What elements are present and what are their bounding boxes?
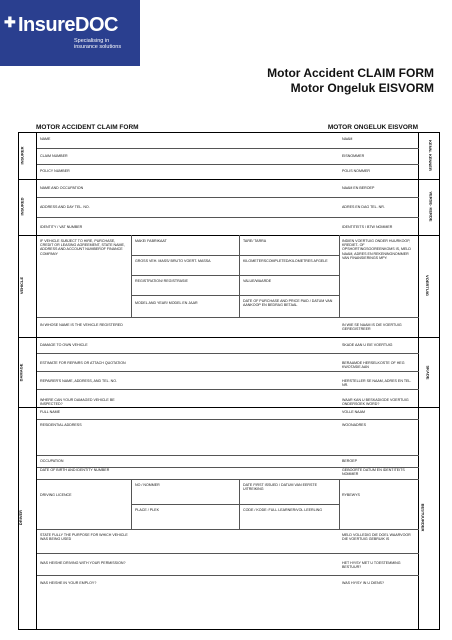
section-insurer: INSURER	[19, 133, 37, 180]
cross-icon: ✚	[4, 14, 16, 30]
claim-form	[18, 124, 440, 629]
make-field[interactable]: MAKE/ FABRIKAAT	[135, 239, 167, 243]
section-driver: DRIVER	[19, 407, 37, 629]
section-kenn: KENN- KENNER	[418, 133, 439, 180]
row-date-of-birth[interactable]: DATE OF BIRTH AND IDENTITY NUMBER GEBOORTE DATUM EN IDENTITEITS NOMMER	[37, 467, 419, 480]
row-occupation[interactable]: OCCUPATION BEROEP	[37, 455, 419, 468]
row-residential-address[interactable]: RESIDENTIAL ADDRESS WOONADRES	[37, 419, 419, 456]
licence-place-field[interactable]: PLACE / PLEK	[135, 508, 159, 512]
row-full-name[interactable]: FULL NAME VOLLE NAAM	[37, 407, 419, 420]
row-repairer[interactable]: REPAIRER'S NAME, ADDRESS, AND TEL. NO. HERSTELLER SE NAAM, ADRES EN TEL. NR.	[37, 371, 419, 390]
gross-mass-field[interactable]: GROSS VEH. MASS/ BRUTO VOERT. MASSA	[135, 259, 211, 263]
row-estimate[interactable]: ESTIMATE FOR REPAIRS OR ATTACH QUOTATION BERAAMDE HERSELKOSTE OF HEG KWOTASIE AAN	[37, 353, 419, 372]
section-verseker: VERSE- KERDE	[418, 179, 439, 236]
row-address[interactable]: ADDRESS AND DAY TEL. NO. ADRES EN DAG TEL. NR.	[37, 197, 419, 218]
row-permission[interactable]: WAS HE/SHE DRIVING WITH YOUR PERMISSION? HET HY/SY MET U TOESTEMMING BESTUUR?	[37, 553, 419, 576]
value-field[interactable]: VALUE/WAARDE	[243, 279, 272, 283]
row-name[interactable]: NAME NAAM	[37, 133, 419, 149]
insuredoc-logo	[0, 0, 140, 66]
section-vehicle: VEHICLE	[19, 235, 37, 338]
row-registered-owner[interactable]: IN WHOSE NAME IS THE VEHICLE REGISTERED IN WIE SE NAAM IS DIE VOERTUIG GEREGISTREER	[37, 317, 419, 338]
row-policy-number[interactable]: POLICY NUMBER POLIS NOMMER	[37, 164, 419, 180]
row-claim-number[interactable]: CLAIM NUMBER EISNOMMER	[37, 148, 419, 165]
licence-first-issued-field[interactable]: DATE FIRST ISSUED / DATUM VAN EERSTE UITREIKING	[243, 483, 318, 492]
row-damage-own[interactable]: DAMAGE TO OWN VEHICLE SKADE AAN U EIE VOERTUIG	[37, 337, 419, 354]
row-inspection[interactable]: WHERE CAN YOUR DAMAGED VEHICLE BE INSPECTED? WAAR KAN U BESKADIGDE VOERTUIG ONDERSOEK WORD?	[37, 389, 419, 408]
tare-field[interactable]: TARE/ TARRA	[243, 239, 267, 243]
title-english: Motor Accident CLAIM FORM	[267, 66, 434, 80]
section-insured: INSURED	[19, 179, 37, 236]
form-header-afrikaans: MOTOR ONGELUK EISVORM	[327, 124, 418, 131]
logo-name: InsureDOC	[18, 14, 118, 36]
form-border	[18, 132, 440, 630]
registration-field[interactable]: REGISTRATION/ REGISTRASIE	[135, 279, 188, 283]
section-skade: SKADE	[418, 337, 439, 408]
purchase-date-field[interactable]: DATE OF PURCHASE AND PRICE PAID / DATUM VAN AANKOOP EN BEDRAG BETAAL	[243, 299, 333, 308]
row-identity[interactable]: IDENTITY / VAT NUMBER IDENTITEITS / BTW NOMMER	[37, 217, 419, 236]
section-voertuig: VOERTUIG	[418, 235, 439, 338]
row-purpose[interactable]: STATE FULLY THE PURPOSE FOR WHICH VEHICLE WAS BEING USED MELD VOLLEDIG DIE DOEL WAARVOOR DIE VOERTUIG GEBRUIK IS	[37, 529, 419, 554]
row-driving-licence: DRIVING LICENCE RYBEWYS NO / NOMMER DATE FIRST ISSUED / DATUM VAN EERSTE UITREIKING PLACE / PLEK CODE / KODE: FULL LEARNER/VOL LEERLING	[37, 479, 419, 530]
logo-tagline: Specialising in insurance solutions	[74, 38, 122, 50]
row-name-occupation[interactable]: NAME AND OCCUPATION NAAM EN BEROEP	[37, 179, 419, 198]
form-header-english: MOTOR ACCIDENT CLAIM FORM	[36, 124, 139, 131]
row-employ[interactable]: WAS HE/SHE IN YOUR EMPLOY? WAS HY/SY IN U DIENS?	[40, 581, 384, 585]
vehicle-block: IF VEHICLE SUBJECT TO HIRE, PURCHASE, CREDIT OR LEASING AGREEMENT, STATE NAME, ADDRESS AND ACCOUNT NUMBEROF FINANCE COMPANY INDIEN VOERTUIG ONDER HUURKOOP, KREDIET- OF OPSHORTINGSOOREENKOMS IS, MELD NAAM, ADRES EN REKENINGNOMMER VAN FINANSIERINGS MPY. MAKE/ FABRIKAAT TARE/ TARRA GROSS VEH. MASS/ BRUTO VOERT. MASSA KILOMETERSCOMPLETED/KILOMETRES AFGELE REGISTRATION/ REGISTRASIE VALUE/WAARDE MODEL AND YEAR/ MODEL EN JAAR DATE OF PURCHASE AND PRICE PAID / DATUM VAN AANKOOP EN BEDRAG BETAAL	[37, 235, 419, 318]
model-year-field[interactable]: MODEL AND YEAR/ MODEL EN JAAR	[135, 301, 198, 305]
licence-code-field[interactable]: CODE / KODE: FULL LEARNER/VOL LEERLING	[243, 508, 323, 512]
section-bestuurder: BESTUURDER	[418, 407, 439, 629]
kilometres-field[interactable]: KILOMETERSCOMPLETED/KILOMETRES AFGELE	[243, 259, 328, 263]
section-damage: DAMAGE	[19, 337, 37, 408]
licence-number-field[interactable]: NO / NOMMER	[135, 483, 160, 487]
title-afrikaans: Motor Ongeluk EISVORM	[290, 81, 434, 95]
